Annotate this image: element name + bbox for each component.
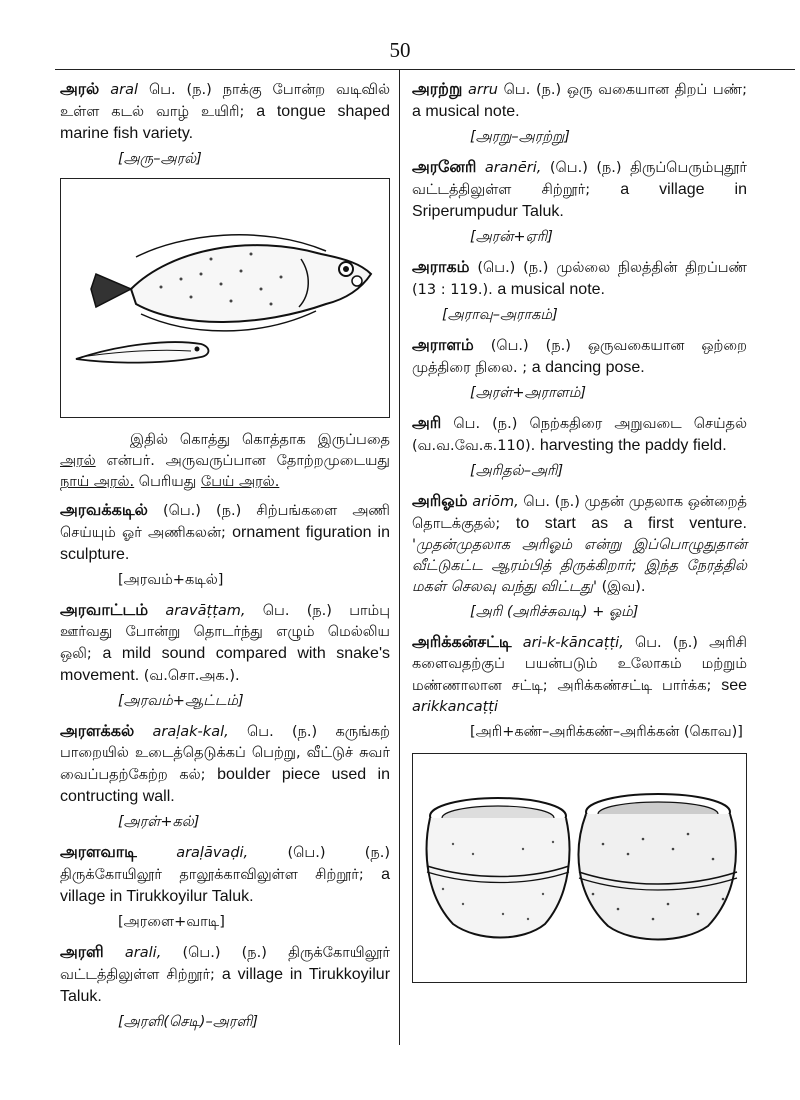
etymology: [அரிதல்–அரி]	[470, 463, 564, 479]
tamil-definition: நாக்கு போன்ற வடிவில் உள்ள கடல் வாழ் உயிரி;	[60, 82, 391, 120]
headword: அரி	[412, 413, 442, 432]
transliteration: arru	[467, 82, 498, 98]
part-of-speech: (பெ.) (ந.)	[549, 160, 622, 176]
etymology: [அரளை+வாடி]	[118, 914, 225, 930]
source: (வ.சொ.அக.).	[143, 668, 240, 684]
headword: அராகம்	[412, 257, 470, 276]
part-of-speech: பெ. (ந.)	[503, 82, 562, 98]
headword: அரவக்கடில்	[60, 500, 148, 519]
etymology: [அரறு–அரற்று]	[470, 129, 570, 145]
part-of-speech: பெ. (ந.)	[634, 635, 698, 651]
dictionary-entry	[412, 78, 747, 123]
etymology: [அரு–அரல்]	[118, 151, 202, 167]
english-definition: a village in Sriperumpudur Taluk.	[412, 181, 747, 220]
english-definition: a dancing pose.	[531, 359, 645, 376]
english-definition: a village in Tirukkoyilur Taluk.	[60, 866, 390, 905]
tamil-definition: ஒரு வகையான திறப் பண்;	[566, 82, 748, 98]
part-of-speech: பெ. (ந.)	[262, 603, 332, 619]
part-of-speech: பெ. (ந.)	[523, 494, 580, 510]
english-definition: to start as a first venture.	[515, 515, 748, 532]
part-of-speech: (பெ.) (ந.)	[162, 503, 242, 519]
english-definition: a musical note.	[412, 103, 520, 120]
tamil-definition: சிற்பங்களை அணி செய்யும் ஓர் அணிகலன்;	[60, 503, 390, 541]
etymology: [அராவு–அராகம்]	[442, 307, 558, 323]
fish-illustration	[60, 178, 390, 418]
left-column	[60, 78, 390, 1041]
english-definition: a mild sound compared with snake's movement.	[60, 645, 391, 684]
small-fish	[76, 342, 209, 362]
transliteration: aranēri,	[484, 160, 542, 176]
left-pot	[427, 798, 570, 938]
part-of-speech: (பெ.) (ந.)	[182, 945, 267, 961]
part-of-speech: பெ. (ந.)	[247, 724, 318, 740]
etymology: [அரள்+அராளம்]	[470, 385, 587, 401]
english-definition: a village in Tirukkoyilur Taluk.	[60, 966, 391, 1005]
transliteration: araḷak-kal,	[152, 724, 229, 740]
english-definition: a tongue shaped marine fish variety.	[60, 103, 390, 142]
dictionary-entry	[412, 490, 747, 598]
header-rule	[55, 69, 795, 70]
dictionary-entry	[412, 156, 747, 223]
transliteration: ariōm,	[472, 494, 519, 510]
headword: அரவாட்டம்	[60, 600, 149, 619]
column-divider	[399, 70, 400, 1045]
etymology: [அரவம்+ஆட்டம்]	[118, 693, 244, 709]
flatfish-body	[131, 245, 371, 322]
pot-illustration	[412, 753, 747, 983]
source: (இவ).	[601, 579, 646, 595]
english-definition: harvesting the paddy field.	[539, 437, 727, 454]
tamil-definition: கருங்கற் பாறையில் உடைத்தெடுக்கப் பெற்று, வீட்டுச் சுவர் வைப்பதற்கேற்ற கல்;	[60, 724, 391, 783]
usage-quote: 'முதன்முதலாக அரிஓம் என்று இப்பொழுதுதான் வீட்டுகட்ட ஆரம்பித் திருக்கிறார்; இந்த நேரத்தில் மகள் செலவு வந்து விட்டது'	[412, 537, 747, 595]
dictionary-entry	[412, 412, 747, 457]
dictionary-entry	[60, 599, 390, 687]
part-of-speech: பெ. (ந.)	[453, 416, 518, 432]
dictionary-entry	[60, 720, 390, 808]
fish-drawing	[61, 179, 389, 417]
dictionary-entry	[60, 941, 390, 1008]
headword: அரிக்கன்சட்டி	[412, 632, 512, 651]
part-of-speech: (பெ.) (ந.)	[477, 260, 549, 276]
headword: அரளவாடி	[60, 842, 137, 861]
dictionary-entry	[60, 499, 390, 566]
transliteration: arali,	[124, 945, 162, 961]
tamil-definition: பாம்பு ஊர்வது போன்று தொடர்ந்து எழும் மெல்லிய ஒலி;	[60, 603, 391, 662]
dictionary-entry	[412, 256, 747, 301]
see-reference: arikkancaṭṭi	[412, 699, 499, 715]
headword: அரளக்கல்	[60, 721, 135, 740]
pots-drawing	[413, 754, 746, 982]
part-of-speech: (பெ.) (ந.)	[490, 338, 571, 354]
etymology: [அரி+கண்–அரிக்கண்–அரிக்கன் (கொவ)]	[470, 724, 743, 740]
headword: அரிஓம்	[412, 491, 468, 510]
dictionary-entry	[60, 78, 390, 145]
etymology: [அரன்+ஏரி]	[470, 229, 553, 245]
tamil-definition: நெற்கதிரை அறுவடை செய்தல் (வ.வ.வே.க.110).	[412, 416, 748, 454]
headword: அராளம்	[412, 335, 474, 354]
etymology: [அரி (அரிச்சுவடி) + ஓம்]	[470, 604, 639, 620]
tail-fin	[91, 274, 131, 307]
headword: அரளி	[60, 942, 104, 961]
transliteration: ari-k-kāncaṭṭi,	[522, 635, 624, 651]
transliteration: aravāṭṭam,	[165, 603, 246, 619]
english-definition: ornament figuration in sculpture.	[60, 524, 391, 563]
dictionary-entry	[412, 631, 747, 718]
page-number: 50	[389, 38, 411, 62]
tamil-definition: முதன் முதலாக ஒன்றைத் தொடக்குதல்;	[412, 494, 748, 532]
tamil-definition: திருக்கோயிலூர் வட்டத்திலுள்ள சிற்றூர்;	[60, 945, 391, 983]
dictionary-entry	[60, 841, 390, 908]
dictionary-entry	[412, 334, 747, 379]
part-of-speech: பெ. (ந.)	[148, 82, 212, 98]
etymology: [அரள்+கல்]	[118, 814, 200, 830]
part-of-speech: (பெ.) (ந.)	[287, 845, 391, 861]
transliteration: aral	[110, 82, 139, 98]
tamil-definition: திருக்கோயிலூர் தாலூக்காவிலுள்ள சிற்றூர்;	[60, 867, 364, 883]
tamil-definition: முல்லை நிலத்தின் திறப்பண் (13 : 119.).	[412, 260, 747, 298]
right-pot	[579, 794, 737, 940]
headword: அரனேரி	[412, 157, 477, 176]
english-definition: boulder piece used in contructing wall.	[60, 766, 391, 805]
fish-note: இதில் கொத்து கொத்தாக இருப்பதை அரல் என்பர். அருவருப்பான தோற்றமுடையது நாய் அரல். பெரியது பேய் அரல்.	[60, 432, 390, 490]
etymology: [அரளி(செடி)–அரளி]	[118, 1014, 259, 1030]
tamil-definition: ஒருவகையான ஒற்றை முத்திரை நிலை. ;	[412, 338, 748, 376]
right-column	[412, 78, 747, 995]
headword: அரல்	[60, 79, 100, 98]
english-definition: a musical note.	[497, 281, 605, 298]
tamil-definition: திருப்பெரும்புதூர் வட்டத்திலுள்ள சிற்றூர்;	[412, 160, 747, 198]
headword: அரற்று	[412, 79, 463, 98]
etymology: [அரவம்+கடில்]	[118, 572, 224, 588]
transliteration: araḷāvaḍi,	[176, 845, 249, 861]
tamil-definition: அரிசி களைவதற்குப் பயன்படும் உலோகம் மற்றும் மண்ணாலான சட்டி; அரிக்கண்சட்டி பார்க்க;	[412, 635, 748, 694]
english-definition: see	[721, 677, 747, 694]
